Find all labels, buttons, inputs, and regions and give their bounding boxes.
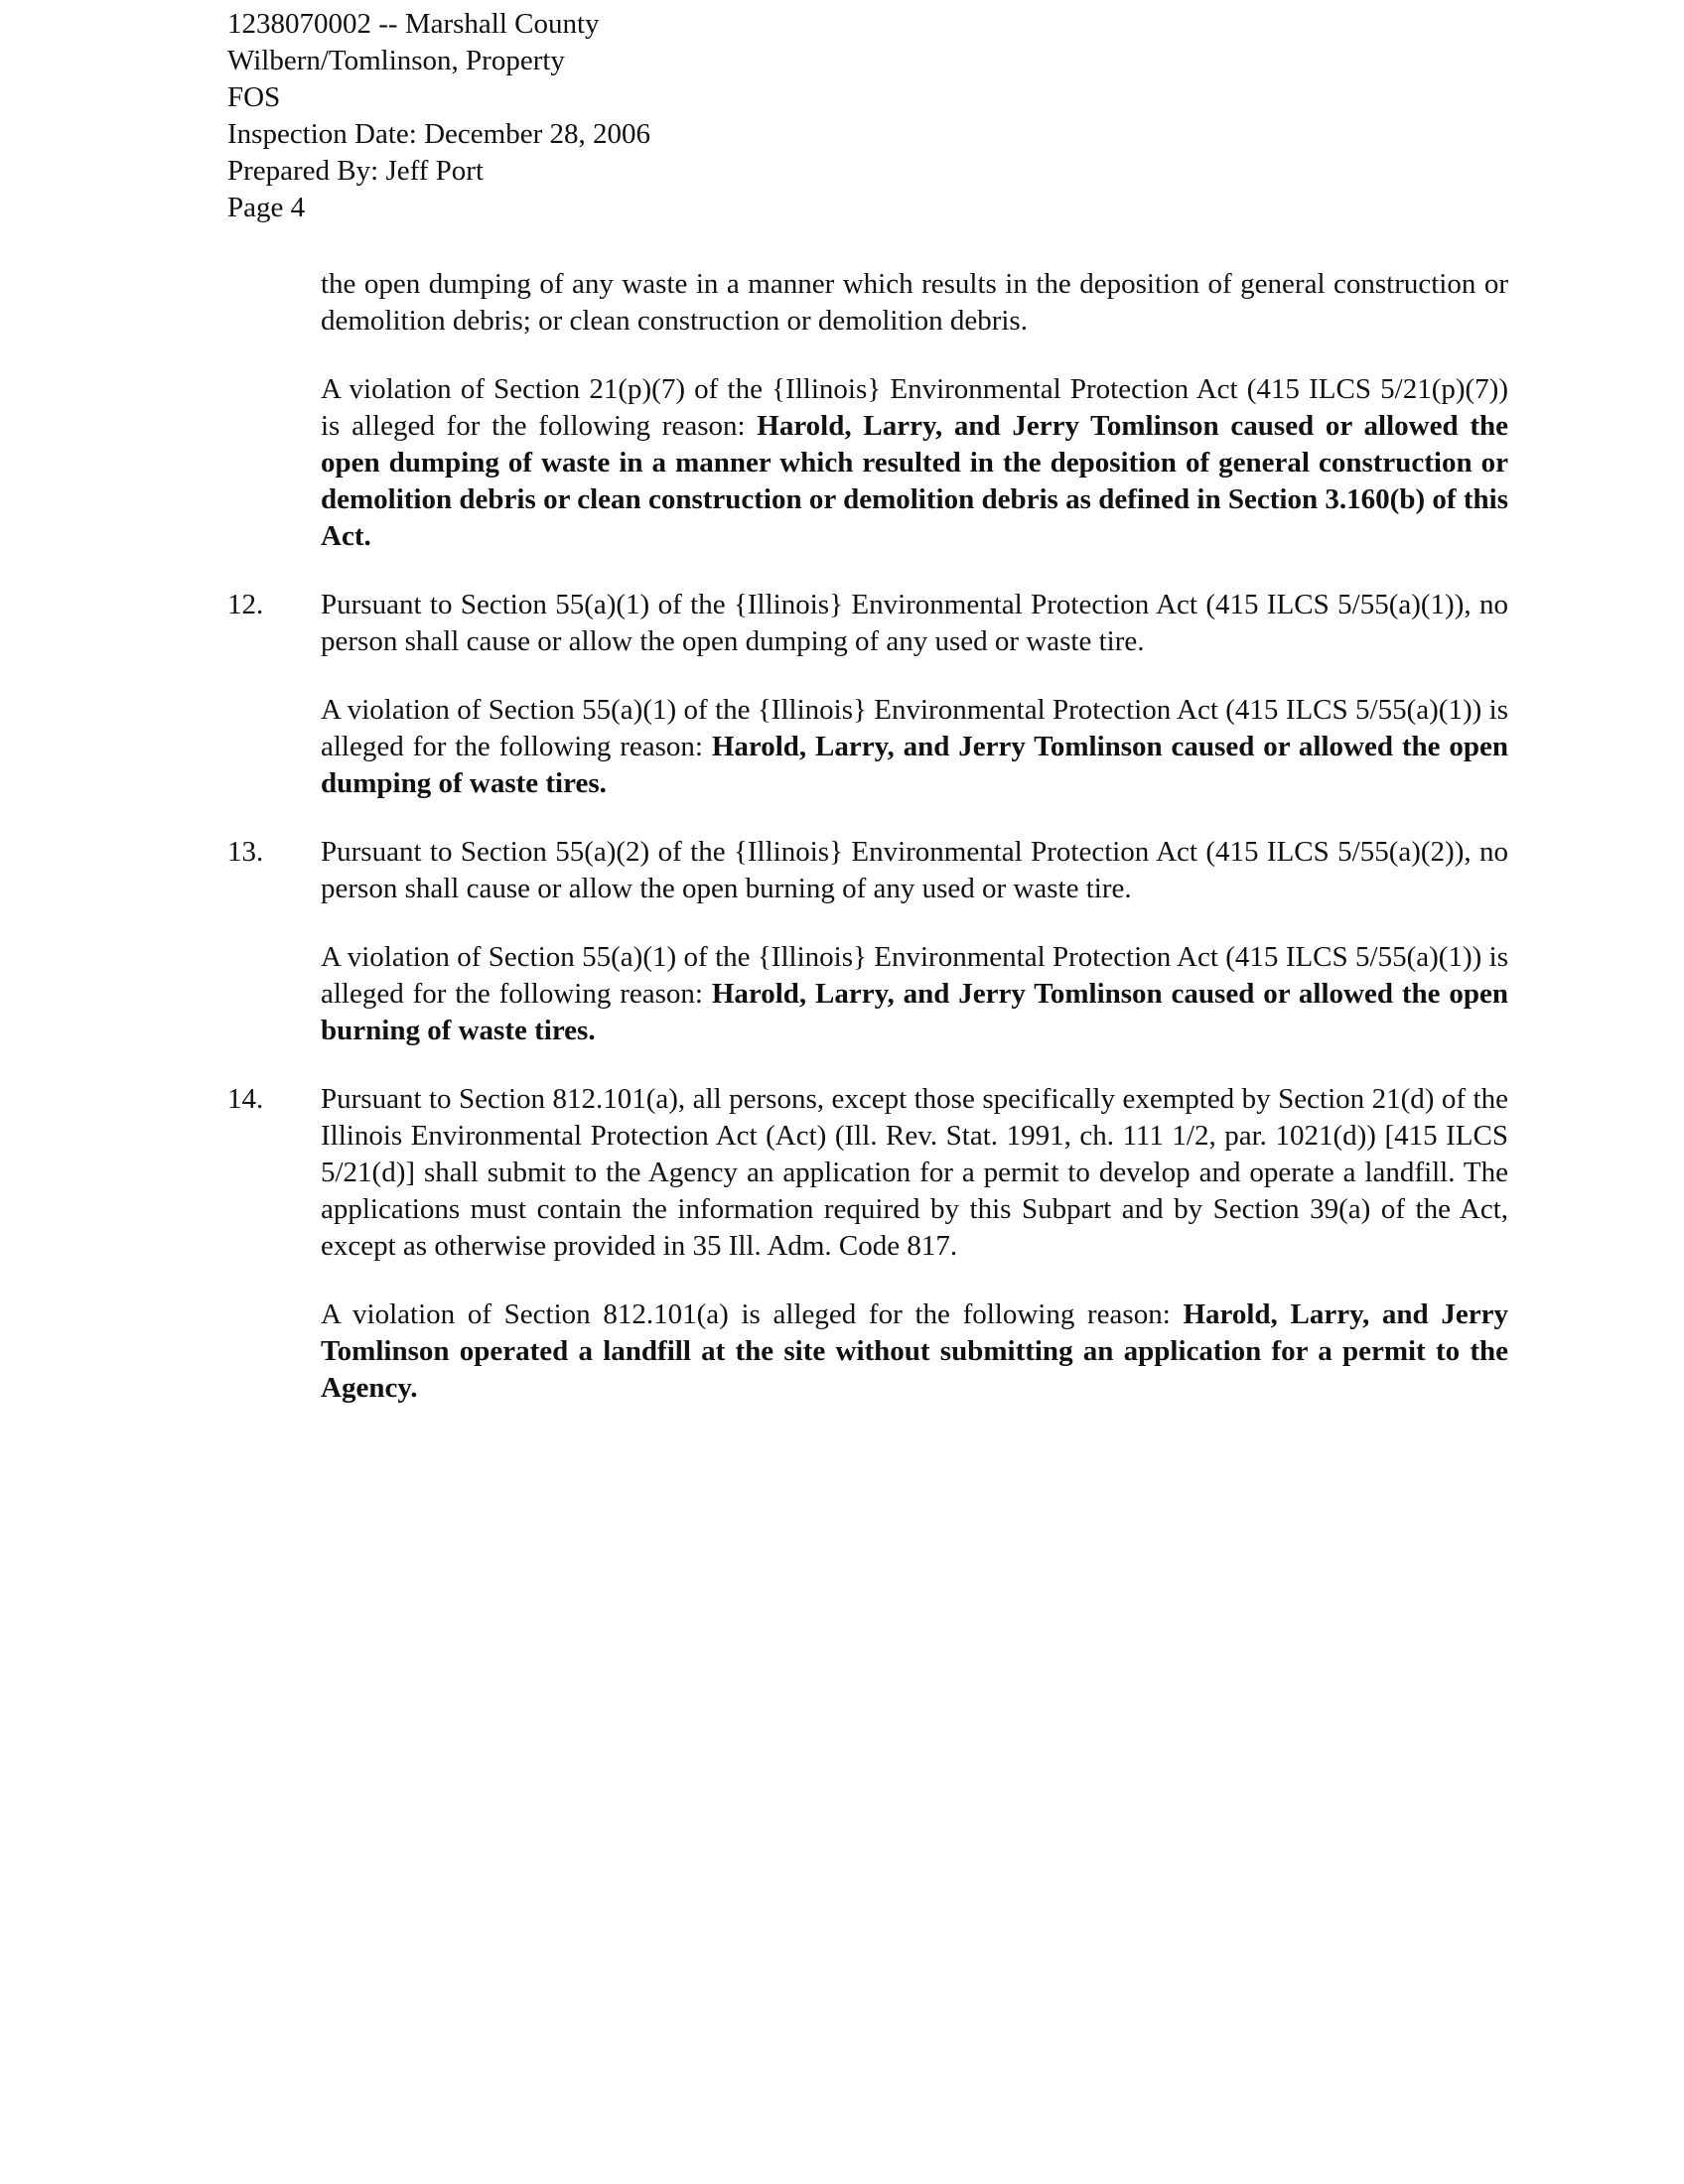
violation-statement: A violation of Section 55(a)(1) of the {Illinois} Environmental Protection Act (415 ILCS 5/55(a)(1)) is alleged for the following reason:	[321, 694, 1508, 762]
item-violation-paragraph	[321, 1297, 1508, 1407]
list-item	[227, 834, 1508, 1049]
list-item	[227, 1081, 1508, 1407]
intro-violation-paragraph	[321, 371, 1508, 555]
item-violation-paragraph	[321, 939, 1508, 1049]
item-text: Pursuant to Section 55(a)(1) of the {Illinois} Environmental Protection Act (415 ILCS 5/55(a)(1)), no person shall cause or allow the open dumping of any used or waste tire.	[321, 589, 1508, 657]
violation-reason: Harold, Larry, and Jerry Tomlinson caused or allowed the open dumping of waste in a manner which resulted in the deposition of general construction or demolition debris or clean construction or demolition debris as defined in Section 3.160(b) of this Act.	[321, 410, 1508, 552]
violation-reason: Harold, Larry, and Jerry Tomlinson caused or allowed the open burning of waste tires.	[321, 978, 1508, 1046]
violation-reason: Harold, Larry, and Jerry Tomlinson operated a landfill at the site without submitting an application for a permit to the Agency.	[321, 1298, 1508, 1404]
document-header	[227, 6, 650, 226]
item-number: 14.	[227, 1083, 264, 1115]
violation-statement: A violation of Section 55(a)(1) of the {Illinois} Environmental Protection Act (415 ILCS 5/55(a)(1)) is alleged for the following reason:	[321, 941, 1508, 1010]
item-text: Pursuant to Section 812.101(a), all persons, except those specifically exempted by Section 21(d) of the Illinois Environmental Protection Act (Act) (Ill. Rev. Stat. 1991, ch. 111 1/2, par. 1021(d)) [415 ILCS 5/21(d)] shall submit to the Agency an application for a permit to develop and operate a landfill. The applications must contain the information required by this Subpart and by Section 39(a) of the Act, except as otherwise provided in 35 Ill. Adm. Code 817.	[321, 1083, 1508, 1262]
header-inspection-date: Inspection Date: December 28, 2006	[227, 118, 650, 150]
item-text: Pursuant to Section 55(a)(2) of the {Illinois} Environmental Protection Act (415 ILCS 5/55(a)(2)), no person shall cause or allow the open burning of any used or waste tire.	[321, 836, 1508, 904]
item-number: 13.	[227, 836, 264, 868]
item-violation-paragraph	[321, 692, 1508, 802]
header-type: FOS	[227, 81, 281, 113]
header-prepared-by: Prepared By: Jeff Port	[227, 155, 484, 187]
violation-reason: Harold, Larry, and Jerry Tomlinson caused or allowed the open dumping of waste tires.	[321, 731, 1508, 799]
header-site-id: 1238070002 -- Marshall County	[227, 8, 600, 40]
violation-statement: A violation of Section 812.101(a) is alleged for the following reason:	[321, 1298, 1184, 1330]
document-body	[227, 266, 1508, 1407]
violation-statement: A violation of Section 21(p)(7) of the {Illinois} Environmental Protection Act (415 ILCS 5/21(p)(7)) is alleged for the following reason:	[321, 373, 1508, 442]
intro-paragraph: the open dumping of any waste in a manner which results in the deposition of general construction or demolition debris; or clean construction or demolition debris.	[321, 268, 1508, 337]
header-page-number: Page 4	[227, 192, 306, 223]
list-item	[227, 587, 1508, 802]
item-number: 12.	[227, 589, 264, 620]
header-property: Wilbern/Tomlinson, Property	[227, 45, 565, 76]
